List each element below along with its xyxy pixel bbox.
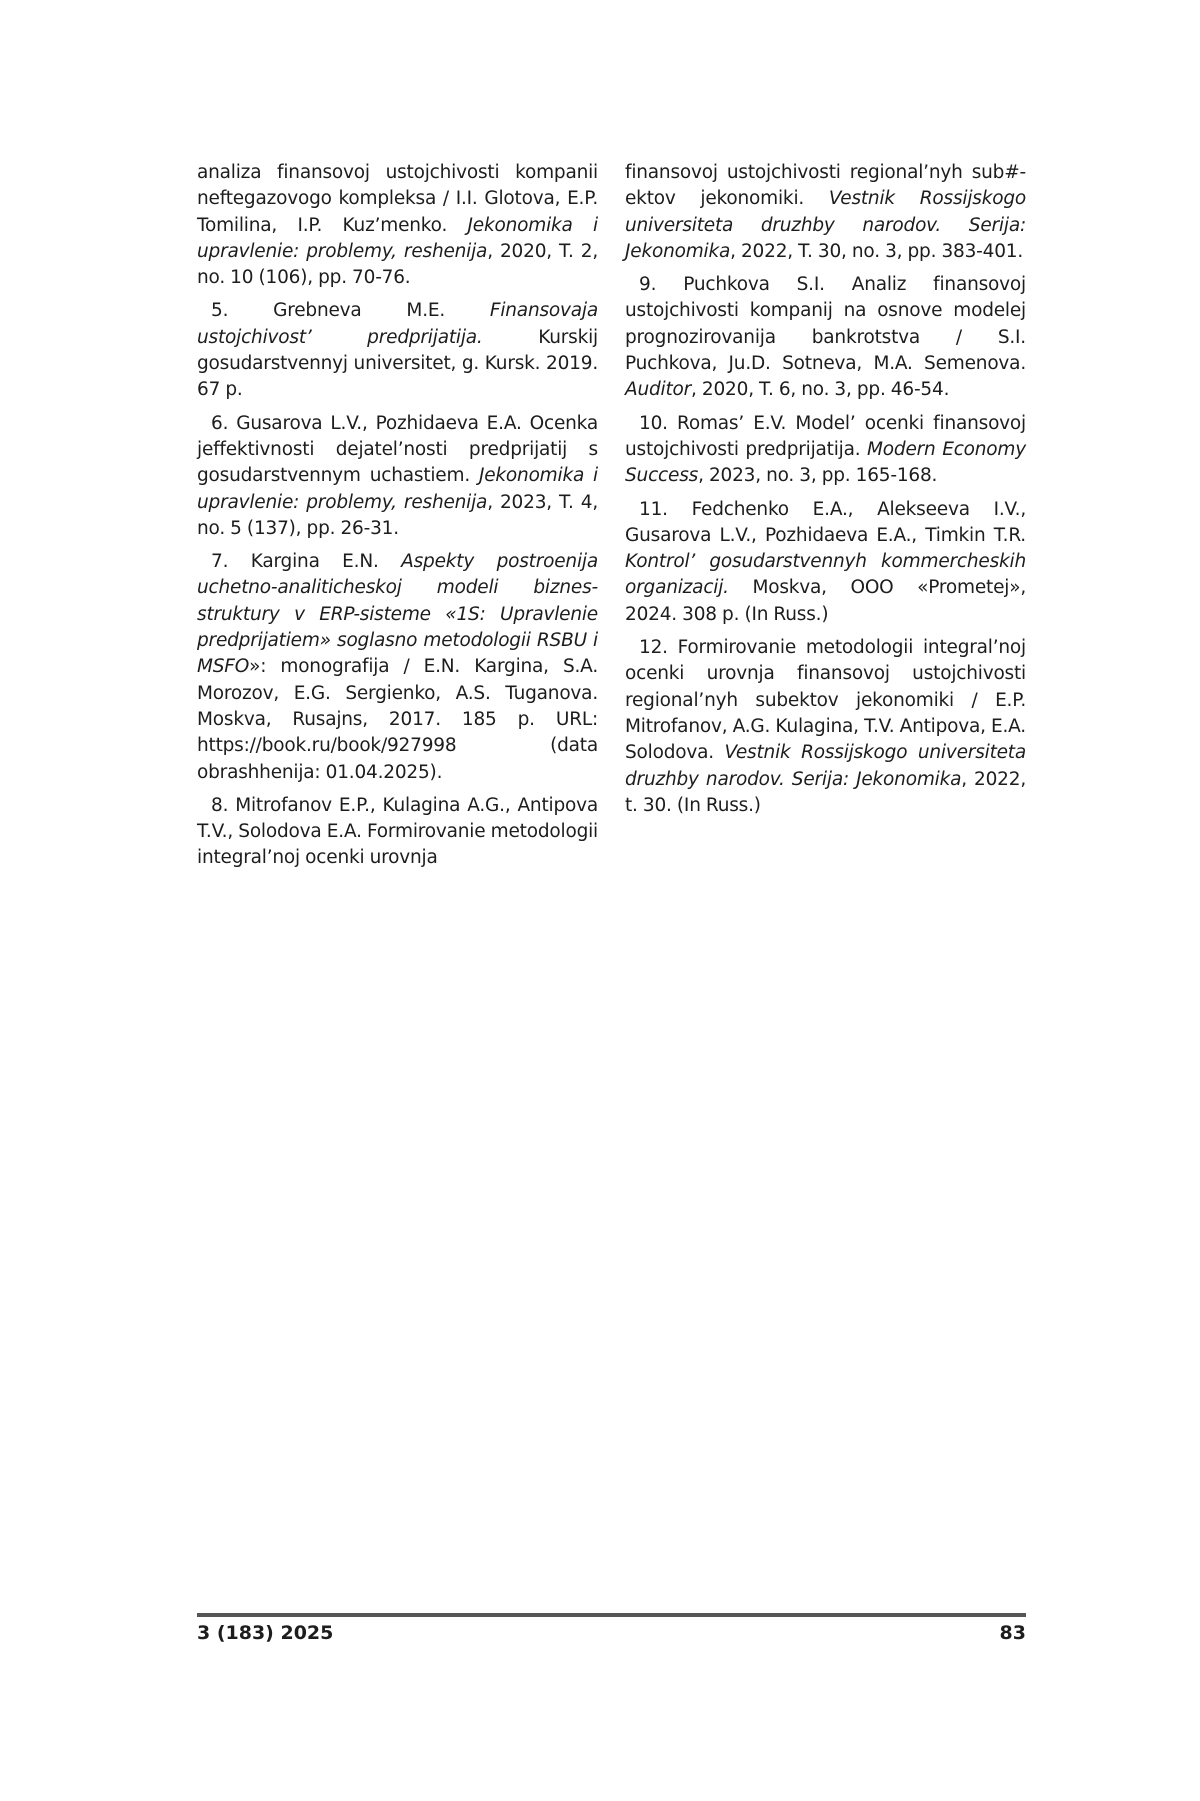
- reference-entry: [197, 160, 598, 291]
- footer-rule: [197, 1613, 1026, 1617]
- references-body: [197, 160, 1026, 879]
- reference-entry: [625, 272, 1026, 403]
- reference-text: , 2022, T. 30, no. 3, pp. 383-401.: [730, 240, 1024, 262]
- reference-italic-text: Jekonomika i upravlenie: problemy, reshenija: [197, 465, 599, 513]
- reference-text: 12. Formirovanie metodologii integral’noj ocenki urovnja finansovoj ustojchivosti regional’nyh subektov jekonomiki / E.P. Mitrofanov, A.G. Kulagina, T.V. Antipova, E.A. Solodova.: [625, 637, 1026, 764]
- right-column: [625, 160, 1026, 879]
- reference-entry: [625, 160, 1026, 265]
- reference-text: , 2023, T. 4, no. 5 (137), pp. 26-31.: [197, 491, 598, 539]
- reference-entry: [625, 497, 1026, 628]
- reference-entry: [197, 549, 598, 786]
- page-number: 83: [999, 1622, 1026, 1644]
- reference-text: 5. Grebneva M.E.: [211, 300, 490, 322]
- reference-entry: [197, 298, 598, 403]
- reference-entry: [625, 635, 1026, 819]
- reference-entry: [197, 793, 598, 872]
- reference-text: , 2020, T. 6, no. 3, pp. 46-54.: [691, 379, 950, 401]
- reference-italic-text: Vestnik Rossijskogo universiteta druzhby narodov. Serija: Jekonomika: [625, 188, 1026, 262]
- reference-text: , 2022, t. 30. (In Russ.): [625, 768, 1026, 816]
- page-footer: [197, 1613, 1026, 1644]
- footer-row: [197, 1622, 1026, 1644]
- left-column: [197, 160, 598, 879]
- reference-text: 11. Fedchenko E.A., Alekseeva I.V., Gusarova L.V., Pozhidaeva E.A., Timkin T.R.: [625, 498, 1026, 546]
- reference-italic-text: Auditor: [625, 379, 692, 401]
- reference-entry: [625, 411, 1026, 490]
- reference-text: 10. Romas’ E.V. Model’ ocenki finansovoj ustojchivosti predprijatija.: [625, 412, 1026, 460]
- reference-text: 8. Mitrofanov E.P., Kulagina A.G., Antipova T.V., Solodova E.A. Formirovanie metodologii integral’noj ocenki urovnja: [197, 794, 598, 869]
- reference-text: 9. Puchkova S.I. Analiz finansovoj ustojchivosti kompanij na osnove modelej prognozirovanija bankrotstva / S.I. Puchkova, Ju.D. Sotneva, M.A. Semenova.: [625, 274, 1026, 375]
- issue-label: 3 (183) 2025: [197, 1622, 334, 1644]
- reference-text: , 2020, T. 2, no. 10 (106), pp. 70-76.: [197, 240, 598, 289]
- reference-text: , 2023, no. 3, pp. 165-168.: [698, 465, 938, 487]
- reference-entry: [197, 411, 598, 542]
- reference-italic-text: Vestnik Rossijskogo universiteta druzhby narodov. Serija: Jekonomika: [625, 742, 1026, 790]
- reference-text: Kurskij gosudarstvennyj universitet, g. Kursk. 2019. 67 p.: [197, 326, 598, 401]
- reference-italic-text: Modern Economy Success: [625, 438, 1026, 487]
- reference-text: Moskva, OOO «Prometej», 2024. 308 p. (In Russ.): [625, 577, 1026, 625]
- reference-text: »: monografija / E.N. Kargina, S.A. Morozov, E.G. Sergienko, A.S. Tuganova. Moskva, Rusajns, 2017. 185 p. URL: https://book.ru/book/927998 (data obrashhenija: 01.04.2025).: [197, 656, 598, 783]
- reference-italic-text: Kontrol’ gosudarstvennyh kommercheskih organizacij.: [625, 551, 1026, 599]
- reference-text: 6. Gusarova L.V., Pozhidaeva E.A. Ocenka jeffektivnosti dejatel’nosti predprijatij s gosudarstvennym uchastiem.: [197, 412, 598, 487]
- reference-text: 7. Kargina E.N.: [211, 551, 402, 573]
- reference-italic-text: Finansovaja ustojchivost’ predprijatija.: [197, 300, 598, 348]
- reference-italic-text: Jekonomika i upravlenie: problemy, reshenija: [197, 214, 598, 262]
- reference-text: analiza finansovoj ustojchivosti kompanii neftegazovogo kompleksa / I.I. Glotova, E.P. Tomilina, I.P. Kuz’menko.: [197, 162, 598, 236]
- reference-text: finansovoj ustojchivosti regional’nyh sub#-ektov jekonomiki.: [625, 162, 1026, 210]
- reference-italic-text: Aspekty postroenija uchetno-analiticheskoj modeli biznes-struktury v ERP-sisteme «1S: Upravlenie predprijatiem» soglasno metodologii RSBU i MSFO: [197, 551, 598, 678]
